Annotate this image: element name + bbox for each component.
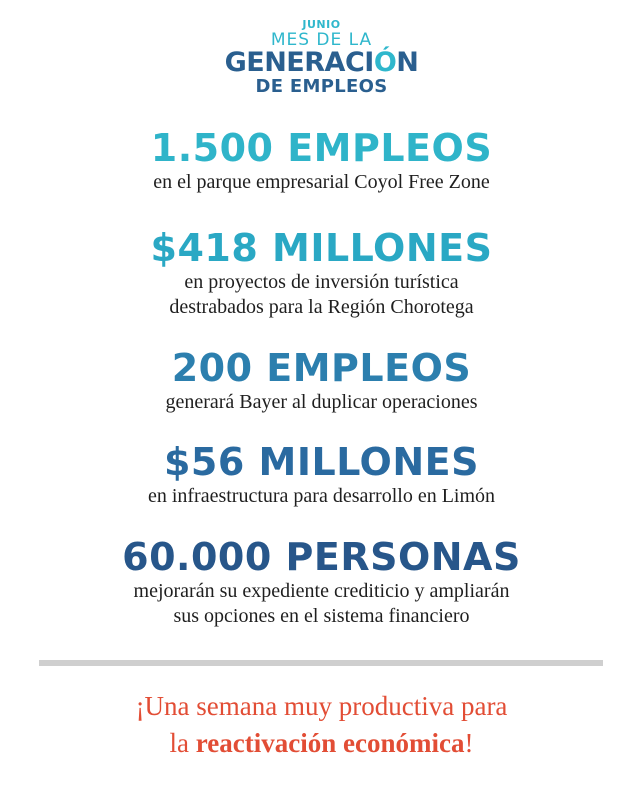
highlight-headline: 60.000 PERSONAS: [122, 535, 521, 579]
logo-title-part1: GENERACI: [224, 47, 374, 78]
logo-title-accent: Ó: [373, 47, 397, 78]
logo-subtitle: MES DE LA: [270, 30, 373, 50]
closing-suffix: !: [464, 728, 474, 758]
highlight-limon: [0, 440, 643, 509]
highlight-description: destrabados para la Región Chorotega: [169, 296, 474, 318]
logo-tagline: DE EMPLEOS: [255, 76, 388, 97]
highlight-headline: 200 EMPLEOS: [171, 346, 472, 390]
highlight-headline: $56 MILLONES: [163, 440, 479, 484]
section-divider: [39, 660, 603, 666]
highlight-description: generará Bayer al duplicar operaciones: [165, 391, 478, 413]
highlight-headline: $418 MILLONES: [150, 226, 493, 270]
highlight-description: en proyectos de inversión turística: [184, 271, 459, 293]
closing-line-1: ¡Una semana muy productiva para: [135, 691, 508, 721]
closing-emphasis: reactivación económica: [195, 728, 465, 758]
logo-title-part2: N: [396, 47, 419, 78]
closing-prefix: la: [169, 728, 196, 758]
highlight-bayer: [0, 346, 643, 415]
closing-line-2: [0, 725, 643, 762]
highlight-credit: [0, 535, 643, 629]
highlight-coyol: [0, 126, 643, 195]
campaign-logo: [0, 18, 643, 97]
highlight-description: mejorarán su expediente crediticio y ampliarán: [133, 580, 510, 602]
highlight-description: sus opciones en el sistema financiero: [173, 605, 470, 627]
highlight-description: en el parque empresarial Coyol Free Zone: [153, 171, 490, 193]
logo-title: [0, 49, 643, 77]
highlight-headline: 1.500 EMPLEOS: [150, 126, 493, 170]
highlight-description: en infraestructura para desarrollo en Limón: [147, 485, 496, 507]
logo-month: JUNIO: [302, 18, 341, 31]
closing-message: [0, 688, 643, 762]
highlight-chorotega: [0, 226, 643, 320]
